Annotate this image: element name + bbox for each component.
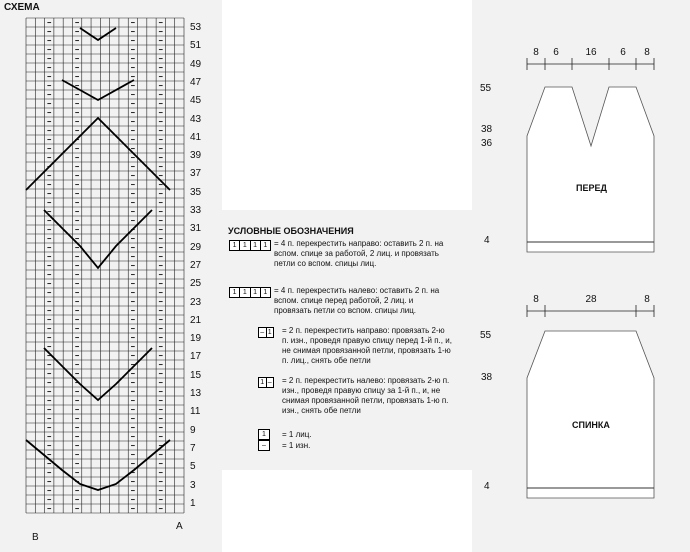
row-number: 35 [190, 186, 202, 198]
dimension-label: 38 [481, 372, 493, 383]
knitting-chart-grid [0, 0, 222, 552]
row-number: 45 [190, 95, 202, 107]
dimension-label: 55 [480, 330, 492, 341]
legend-item: = 2 п. перекрестить направо: провязать 2-ю п. изн., проведя правую спицу перед 1-й п., и, не снимая провязанной петли, провязать 1-ю п. лиц., снять обе петли [282, 326, 452, 365]
back-piece-outline [527, 331, 654, 498]
legend-item: = 4 п. перекрестить налево: оставить 2 п. на вспом. спице перед работой, 2 лиц. и провязать петли со вспом. спицы лиц. [274, 286, 440, 315]
dimension-label: 16 [585, 47, 597, 58]
row-number: 23 [190, 296, 202, 308]
row-number: 1 [190, 497, 196, 509]
knit-symbol: 1 [258, 429, 270, 440]
garment-schematics [472, 0, 690, 552]
row-number: 15 [190, 369, 202, 381]
row-number: 31 [190, 223, 202, 235]
row-number: 47 [190, 76, 202, 88]
dimension-label: 6 [620, 47, 626, 58]
row-number: 29 [190, 241, 202, 253]
row-number: 49 [190, 58, 202, 70]
back-label: СПИНКА [572, 420, 610, 430]
dimension-label: 36 [481, 138, 493, 149]
row-number: 5 [190, 461, 196, 473]
row-number: 37 [190, 168, 202, 180]
row-number: 43 [190, 113, 202, 125]
legend-item: = 4 п. перекрестить направо: оставить 2 п. на вспом. спице за работой, 2 лиц. и провязать петли со вспом. спицы лиц. [274, 239, 444, 268]
row-number: 41 [190, 131, 202, 143]
row-number: 13 [190, 388, 202, 399]
chart-label-a: A [176, 521, 183, 532]
legend-title: УСЛОВНЫЕ ОБОЗНАЧЕНИЯ [228, 226, 354, 236]
twist-right-2-symbol: – 1 [258, 327, 274, 338]
dimension-label: 28 [585, 294, 597, 305]
dimension-label: 4 [484, 235, 490, 246]
row-number: 21 [190, 314, 202, 326]
row-number: 19 [190, 333, 202, 345]
dimension-label: 55 [480, 83, 492, 94]
cable-left-4-symbol: 1 1 1 1 [229, 287, 271, 298]
row-number: 51 [190, 40, 202, 52]
chart-label-b: B [32, 532, 39, 543]
row-number: 33 [190, 205, 202, 216]
chart-title: СХЕМА [4, 2, 40, 13]
dimension-label: 6 [553, 47, 559, 58]
legend-item: = 1 лиц. [282, 430, 312, 439]
row-number: 25 [190, 278, 202, 290]
legend-item: = 1 изн. [282, 441, 311, 450]
dimension-label: 8 [533, 47, 539, 58]
dimension-label: 8 [644, 47, 650, 58]
row-number: 17 [190, 351, 202, 363]
dimension-label: 8 [533, 294, 539, 305]
dimension-label: 38 [481, 124, 493, 135]
front-label: ПЕРЕД [576, 183, 607, 193]
dimension-label: 4 [484, 481, 490, 492]
row-number: 11 [190, 406, 201, 418]
row-number: 53 [190, 22, 202, 33]
row-number: 3 [190, 479, 196, 491]
row-number: 9 [190, 424, 196, 436]
front-piece-outline [527, 87, 654, 252]
legend-item: = 2 п. перекрестить налево: провязать 2-ю п. изн., проведя правую спицу за 1-й п., и, не снимая провязанной петли, провязать 1-ю п. изн., снять обе петли [282, 376, 450, 415]
dimension-label: 8 [644, 294, 650, 305]
row-number: 7 [190, 442, 196, 454]
row-number: 27 [190, 259, 202, 271]
twist-left-2-symbol: 1 – [258, 377, 274, 388]
cable-right-4-symbol: 1 1 1 1 [229, 240, 271, 251]
purl-symbol: – [258, 440, 270, 451]
row-number: 39 [190, 150, 202, 162]
